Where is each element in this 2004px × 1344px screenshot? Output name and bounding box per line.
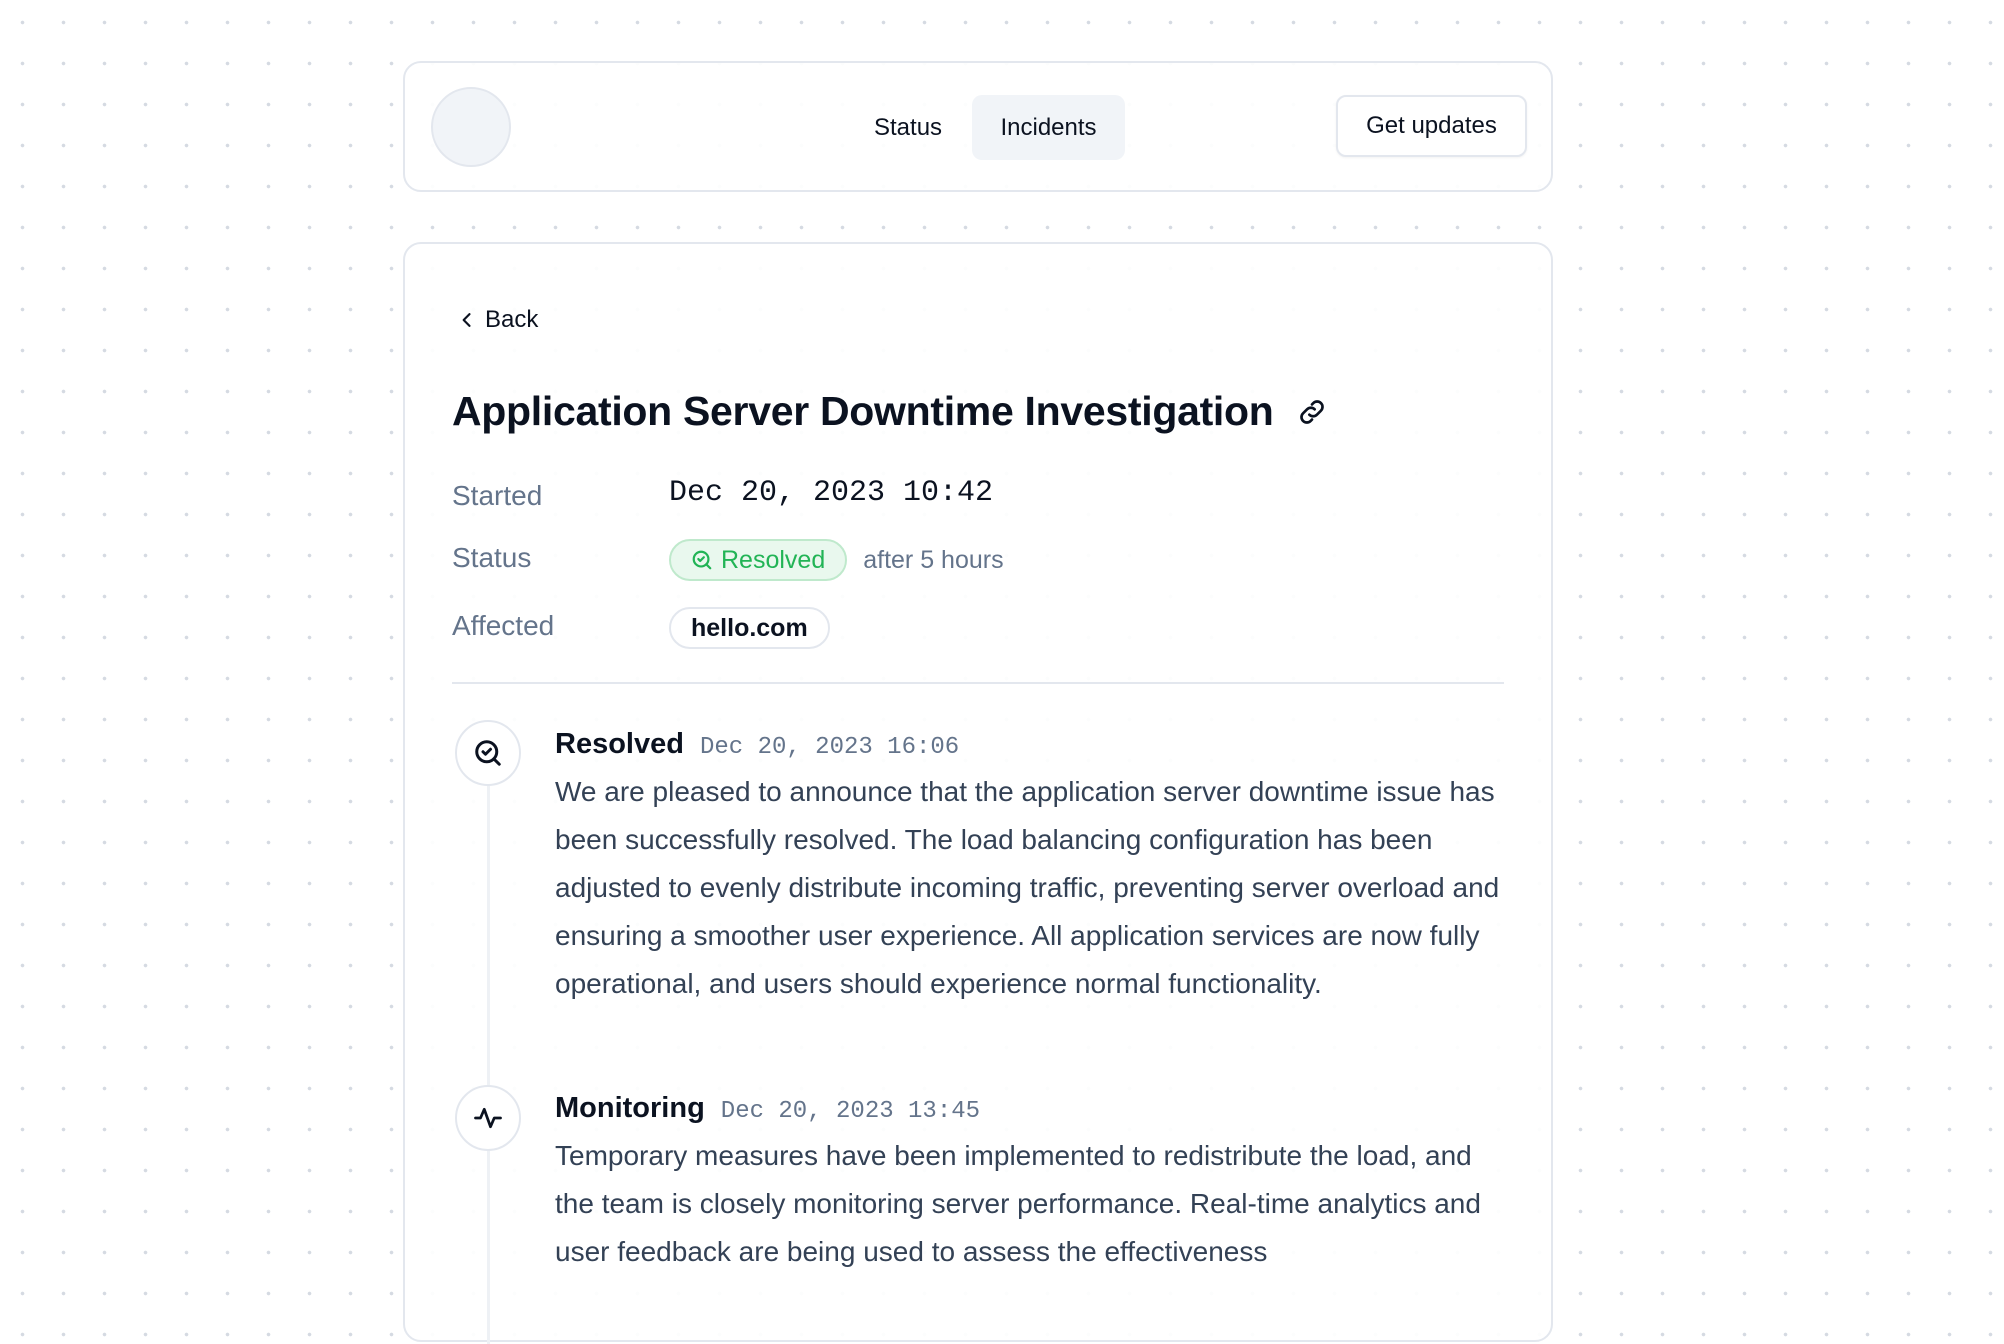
affected-component-chip: hello.com	[669, 607, 830, 649]
status-badge	[669, 539, 847, 581]
timeline-line	[487, 784, 490, 1344]
back-label: Back	[485, 306, 539, 333]
update-title: Resolved	[555, 728, 684, 760]
link-icon[interactable]	[1296, 396, 1328, 428]
top-nav-bar	[403, 61, 1553, 192]
update-item	[555, 728, 1515, 1008]
update-time: Dec 20, 2023 16:06	[699, 734, 960, 761]
started-value: Dec 20, 2023 10:42	[669, 476, 994, 510]
update-body: We are pleased to announce that the application server downtime issue has been successfully resolved. The load balancing configuration has been adjusted to evenly distribute incoming traffic, preventing server overload and ensuring a smoother user experience. All application services are now fully operational, and users should experience normal functionality.	[555, 776, 1500, 999]
logo[interactable]	[431, 87, 511, 167]
duration: after 5 hours	[863, 545, 1004, 574]
update-time: Dec 20, 2023 13:45	[720, 1098, 981, 1125]
nav-status[interactable]: Status	[874, 113, 943, 141]
status-label: Status	[452, 542, 532, 573]
get-updates-button[interactable]: Get updates	[1336, 95, 1527, 157]
search-check-icon	[473, 738, 503, 768]
back-link[interactable]	[457, 306, 538, 334]
update-icon-resolved	[455, 720, 521, 786]
search-check-icon	[691, 549, 713, 571]
nav-incidents[interactable]: Incidents	[972, 95, 1125, 160]
divider	[452, 682, 1504, 684]
incident-card	[403, 242, 1553, 1342]
activity-icon	[473, 1103, 503, 1133]
affected-label: Affected	[452, 610, 555, 641]
chevron-left-icon	[457, 310, 477, 330]
update-item	[555, 1092, 1515, 1276]
update-title: Monitoring	[555, 1092, 705, 1124]
status-text: Resolved	[721, 545, 826, 574]
incident-title: Application Server Downtime Investigation	[452, 388, 1274, 434]
started-label: Started	[452, 480, 543, 511]
update-body: Temporary measures have been implemented to redistribute the load, and the team is closely monitoring server performance. Real-time analytics and user feedback are being used to assess the effectiveness	[555, 1140, 1481, 1267]
update-icon-monitoring	[455, 1085, 521, 1151]
page-title	[452, 388, 1328, 435]
